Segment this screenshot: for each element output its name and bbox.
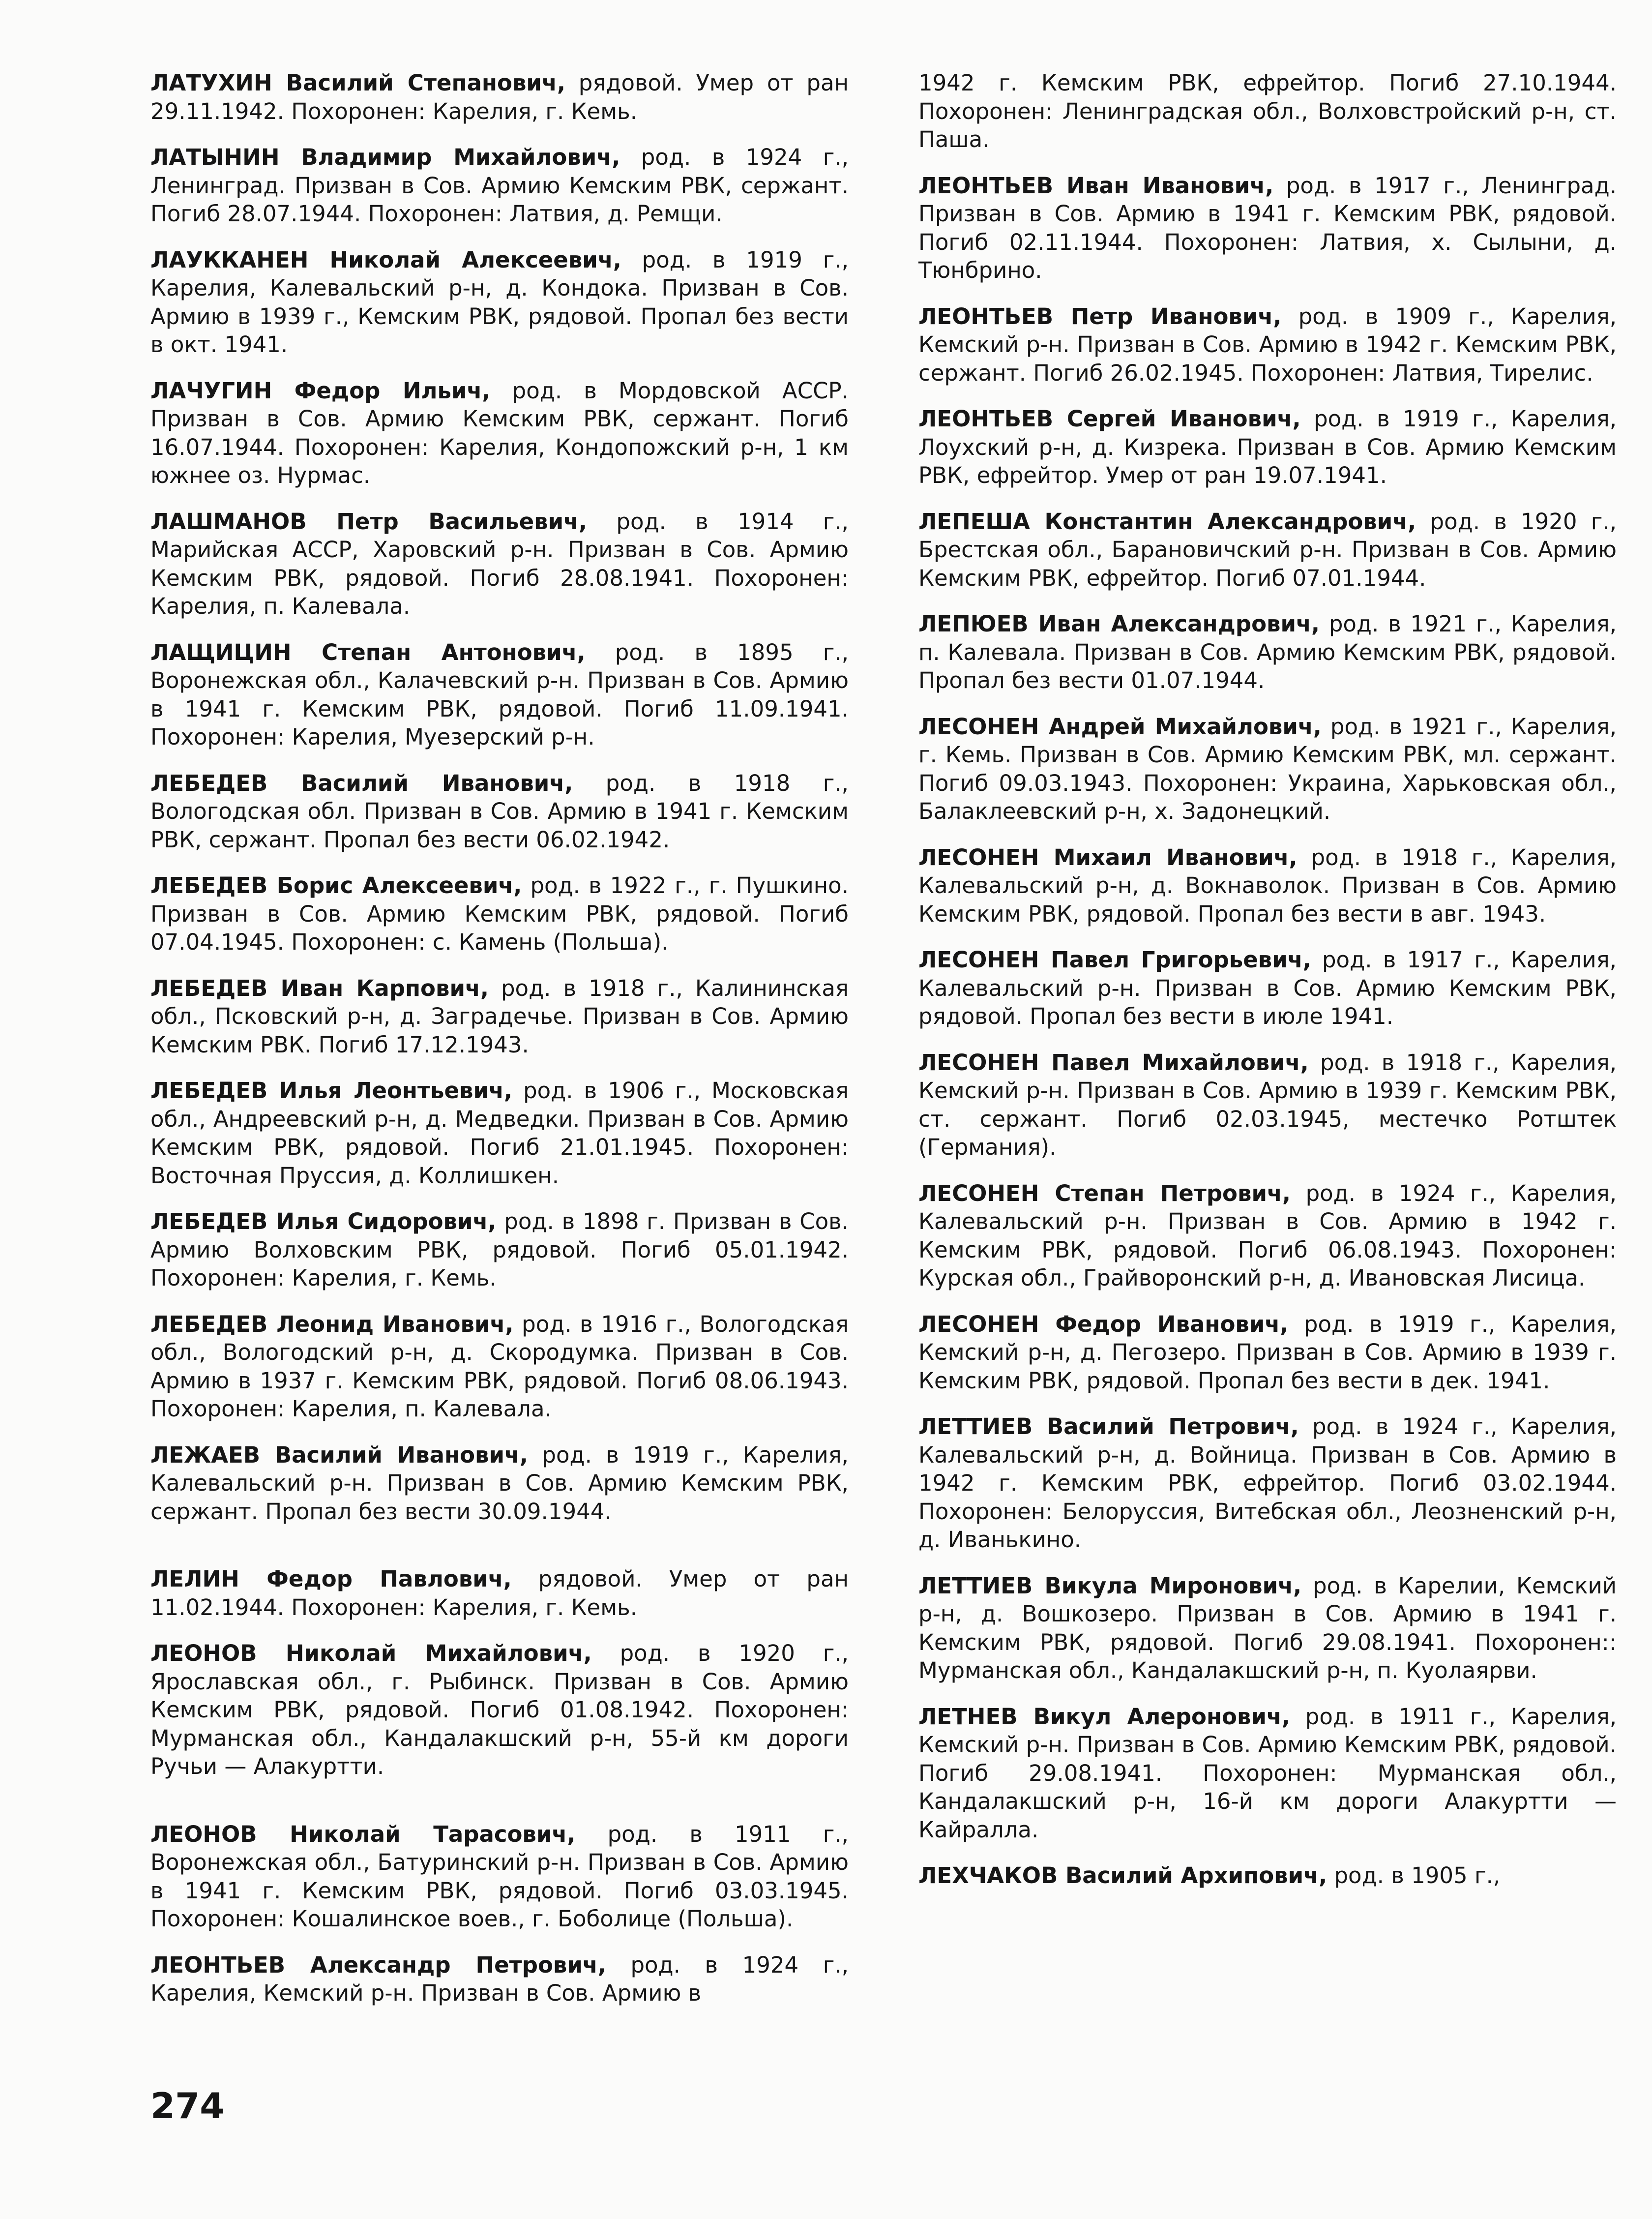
entry-text: род. в 1918 г., Вологодская обл. Призван в Сов. Армию в 1941 г. Кемским РВК, сержант. Пропал без вести 06.02.1942. <box>150 770 849 853</box>
entry-text: род. в 1919 г., Карелия, Калевальский р-н, д. Кондока. Призван в Сов. Армию в 1939 г., Кемским РВК, рядовой. Пропал без вести в окт. 1941. <box>150 246 849 358</box>
entry <box>918 1412 1617 1554</box>
entry-name: ЛЕОНТЬЕВ Иван Иванович, <box>918 172 1274 199</box>
entry <box>918 69 1617 154</box>
entry-name: ЛАТЫНИН Владимир Михайлович, <box>150 144 620 170</box>
entry <box>918 508 1617 593</box>
entry-name: ЛЕСОНЕН Степан Петрович, <box>918 1180 1291 1206</box>
entry <box>150 377 849 490</box>
entry <box>918 1861 1617 1890</box>
entry-name: ЛЕОНОВ Николай Михайлович, <box>150 1640 592 1666</box>
entry-text: род. в 1906 г., Московская обл., Андреевский р-н, д. Медведки. Призван в Сов. Армию Кемским РВК, рядовой. Погиб 21.01.1945. Похоронен: Восточная Пруссия, д. Коллишкен. <box>150 1078 849 1189</box>
entry <box>150 508 849 621</box>
entry <box>918 405 1617 490</box>
entry-name: ЛАШМАНОВ Петр Васильевич, <box>150 508 588 535</box>
entry <box>150 974 849 1059</box>
entry-text: род. в 1911 г., Воронежская обл., Батуринский р-н. Призван в Сов. Армию в 1941 г. Кемским РВК, рядовой. Погиб 03.03.1945. Похоронен: Кошалинское воев., г. Боболице (Польша). <box>150 1821 849 1932</box>
entry-text: род. в 1919 г., Карелия, Калевальский р-н. Призван в Сов. Армию Кемским РВК, сержант. Пропал без вести 30.09.1944. <box>150 1441 849 1525</box>
entry <box>918 843 1617 929</box>
right-column <box>918 69 1617 1908</box>
entry <box>150 69 849 125</box>
entry-text: род. в Мордовской АССР. Призван в Сов. Армию Кемским РВК, сержант. Погиб 16.07.1944. Похоронен: Карелия, Кондопожский р-н, 1 км южнее оз. Нурмас. <box>150 377 849 488</box>
entry-name: ЛЕБЕДЕВ Илья Леонтьевич, <box>150 1078 513 1104</box>
entry-text: род. в 1914 г., Марийская АССР, Харовский р-н. Призван в Сов. Армию Кемским РВК, рядовой. Погиб 28.08.1941. Похоронен: Карелия, п. Калевала. <box>150 508 849 619</box>
entry <box>150 871 849 957</box>
entry-name: ЛЕБЕДЕВ Борис Алексеевич, <box>150 872 522 899</box>
page-number: 274 <box>150 2085 225 2127</box>
entry-text: рядовой. Умер от ран 29.11.1942. Похоронен: Карелия, г. Кемь. <box>150 70 849 124</box>
entry-text: род. в 1919 г., Карелия, Кемский р-н, д. Пегозеро. Призван в Сов. Армию в 1939 г. Кемским РВК, рядовой. Пропал без вести в дек. 1941. <box>918 1311 1617 1394</box>
entry-text: род. в 1918 г., Калининская обл., Псковский р-н, д. Заградечье. Призван в Сов. Армию Кемским РВК. Погиб 17.12.1943. <box>150 975 849 1058</box>
entry-name: ЛЕСОНЕН Михаил Иванович, <box>918 844 1298 870</box>
entry-text: род. в 1918 г., Карелия, Калевальский р-н, д. Вокнаволок. Призван в Сов. Армию Кемским РВК, рядовой. Пропал без вести в авг. 1943. <box>918 844 1617 927</box>
entry-text: род. в 1924 г., Карелия, Калевальский р-н, д. Войница. Призван в Сов. Армию в 1942 г. Кемским РВК, ефрейтор. Погиб 03.02.1944. Похоронен: Белоруссия, Витебская обл., Леозненский р-н, д. Иванькино. <box>918 1413 1617 1553</box>
entry <box>150 246 849 359</box>
entry-name: ЛЕХЧАКОВ Василий Архипович, <box>918 1862 1328 1889</box>
entry-name: ЛЕЛИН Федор Павлович, <box>150 1566 512 1592</box>
entry-name: ЛЕТТИЕВ Викула Миронович, <box>918 1572 1302 1599</box>
entry-text: род. в Карелии, Кемский р-н, д. Вошкозеро. Призван в Сов. Армию в 1941 г. Кемским РВК, рядовой. Погиб 29.08.1941. Похоронен:: Мурманская обл., Кандалакшский р-н, п. Куолаярви. <box>918 1572 1617 1683</box>
entry-name: ЛЕОНОВ Николай Тарасович, <box>150 1821 576 1847</box>
entry-name: ЛЕСОНЕН Федор Иванович, <box>918 1311 1289 1337</box>
entry-text: род. в 1924 г., Карелия, Кемский р-н. Призван в Сов. Армию в <box>150 1951 849 2006</box>
entry <box>918 1310 1617 1395</box>
entry <box>918 172 1617 285</box>
entry <box>150 769 849 854</box>
entry-name: ЛАТУХИН Василий Степанович, <box>150 70 565 96</box>
entry <box>918 946 1617 1031</box>
entry-text: род. в 1905 г., <box>1327 1862 1501 1889</box>
entry <box>150 1565 849 1621</box>
entry <box>150 1310 849 1423</box>
entry-text: род. в 1911 г., Карелия, Кемский р-н. Призван в Сов. Армию Кемским РВК, рядовой. Погиб 29.08.1941. Похоронен: Мурманская обл., Кандалакшский р-н, 16-й км дороги Алакуртти — Кайралла. <box>918 1703 1617 1843</box>
entry-text: род. в 1916 г., Вологодская обл., Вологодский р-н, д. Скородумка. Призван в Сов. Армию в 1937 г. Кемским РВК, рядовой. Погиб 08.06.1943. Похоронен: Карелия, п. Калевала. <box>150 1311 849 1422</box>
entry-name: ЛЕЖАЕВ Василий Иванович, <box>150 1441 528 1468</box>
entry-text: 1942 г. Кемским РВК, ефрейтор. Погиб 27.10.1944. Похоронен: Ленинградская обл., Волховстройский р-н, ст. Паша. <box>918 70 1617 152</box>
entry-text: род. в 1895 г., Воронежская обл., Калачевский р-н. Призван в Сов. Армию в 1941 г. Кемским РВК, рядовой. Погиб 11.09.1941. Похоронен: Карелия, Муезерский р-н. <box>150 639 849 750</box>
entry-text: рядовой. Умер от ран 11.02.1944. Похоронен: Карелия, г. Кемь. <box>150 1566 849 1620</box>
entry-text: род. в 1919 г., Карелия, Лоухский р-н, д. Кизрека. Призван в Сов. Армию Кемским РВК, ефрейтор. Умер от ран 19.07.1941. <box>918 406 1617 488</box>
entry-name: ЛЕПЮЕВ Иван Александрович, <box>918 611 1320 637</box>
entry-name: ЛЕБЕДЕВ Василий Иванович, <box>150 770 573 796</box>
entry <box>150 1639 849 1781</box>
entry-text: род. в 1921 г., Карелия, г. Кемь. Призван в Сов. Армию Кемским РВК, мл. сержант. Погиб 09.03.1943. Похоронен: Украина, Харьковская обл., Балаклеевский р-н, х. Задонецкий. <box>918 713 1617 824</box>
entry-name: ЛАУККАНЕН Николай Алексеевич, <box>150 246 621 273</box>
entry <box>150 1441 849 1526</box>
entry-name: ЛЕСОНЕН Андрей Михайлович, <box>918 713 1322 740</box>
entry-name: ЛАЧУГИН Федор Ильич, <box>150 377 491 404</box>
entry <box>918 1049 1617 1162</box>
entry-text: род. в 1918 г., Карелия, Кемский р-н. Призван в Сов. Армию в 1939 г. Кемским РВК, ст. сержант. Погиб 02.03.1945, местечко Ротштек (Германия). <box>918 1049 1617 1160</box>
entry-text: род. в 1921 г., Карелия, п. Калевала. Призван в Сов. Армию Кемским РВК, рядовой. Пропал без вести 01.07.1944. <box>918 611 1617 693</box>
entry <box>150 1951 849 2008</box>
entry-text: род. в 1909 г., Карелия, Кемский р-н. Призван в Сов. Армию в 1942 г. Кемским РВК, сержант. Погиб 26.02.1945. Похоронен: Латвия, Тирелис. <box>918 303 1617 386</box>
entry-name: ЛЕБЕДЕВ Леонид Иванович, <box>150 1311 514 1337</box>
entry <box>150 143 849 228</box>
entry-name: ЛЕПЕША Константин Александрович, <box>918 508 1416 535</box>
entry <box>918 1179 1617 1292</box>
entry-name: ЛЕТТИЕВ Василий Петрович, <box>918 1413 1299 1439</box>
entry <box>150 1207 849 1292</box>
left-column <box>150 69 849 2025</box>
entry-name: ЛЕБЕДЕВ Илья Сидорович, <box>150 1208 497 1234</box>
entry-text: род. в 1920 г., Ярославская обл., г. Рыбинск. Призван в Сов. Армию Кемским РВК, рядовой. Погиб 01.08.1942. Похоронен: Мурманская обл., Кандалакшский р-н, 55-й км дороги Ручьи — Алакуртти. <box>150 1640 849 1779</box>
entry <box>918 1703 1617 1844</box>
entry-text: род. в 1924 г., Ленинград. Призван в Сов. Армию Кемским РВК, сержант. Погиб 28.07.1944. Похоронен: Латвия, д. Ремщи. <box>150 144 849 227</box>
entry <box>918 713 1617 826</box>
entry-name: ЛЕСОНЕН Павел Григорьевич, <box>918 947 1311 973</box>
entry <box>918 610 1617 695</box>
entry <box>150 1820 849 1933</box>
entry <box>150 638 849 751</box>
entry <box>918 1572 1617 1685</box>
entry-text: род. в 1898 г. Призван в Сов. Армию Волховским РВК, рядовой. Погиб 05.01.1942. Похоронен: Карелия, г. Кемь. <box>150 1208 849 1291</box>
entry-text: род. в 1924 г., Карелия, Калевальский р-н. Призван в Сов. Армию в 1942 г. Кемским РВК, рядовой. Погиб 06.08.1943. Похоронен: Курская обл., Грайворонский р-н, д. Ивановская Лисица. <box>918 1180 1617 1291</box>
entry-text: род. в 1917 г., Ленинград. Призван в Сов. Армию в 1941 г. Кемским РВК, рядовой. Погиб 02.11.1944. Похоронен: Латвия, х. Сылыни, д. Тюнбрино. <box>918 172 1617 283</box>
entry-name: ЛАЩИЦИН Степан Антонович, <box>150 639 586 665</box>
entry-name: ЛЕОНТЬЕВ Сергей Иванович, <box>918 406 1301 432</box>
entry-text: род. в 1922 г., г. Пушкино. Призван в Сов. Армию Кемским РВК, рядовой. Погиб 07.04.1945. Похоронен: с. Камень (Польша). <box>150 872 849 955</box>
entry-name: ЛЕОНТЬЕВ Александр Петрович, <box>150 1951 606 1978</box>
entry <box>150 1077 849 1190</box>
entry-name: ЛЕСОНЕН Павел Михайлович, <box>918 1049 1309 1076</box>
entry-name: ЛЕОНТЬЕВ Петр Иванович, <box>918 303 1282 330</box>
entry <box>918 302 1617 388</box>
entry-name: ЛЕБЕДЕВ Иван Карпович, <box>150 975 489 1001</box>
entry-text: род. в 1917 г., Карелия, Калевальский р-н. Призван в Сов. Армию Кемским РВК, рядовой. Пропал без вести в июле 1941. <box>918 947 1617 1029</box>
entry-text: род. в 1920 г., Брестская обл., Барановичский р-н. Призван в Сов. Армию Кемским РВК, ефрейтор. Погиб 07.01.1944. <box>918 508 1617 591</box>
entry-name: ЛЕТНЕВ Викул Алеронович, <box>918 1703 1290 1730</box>
